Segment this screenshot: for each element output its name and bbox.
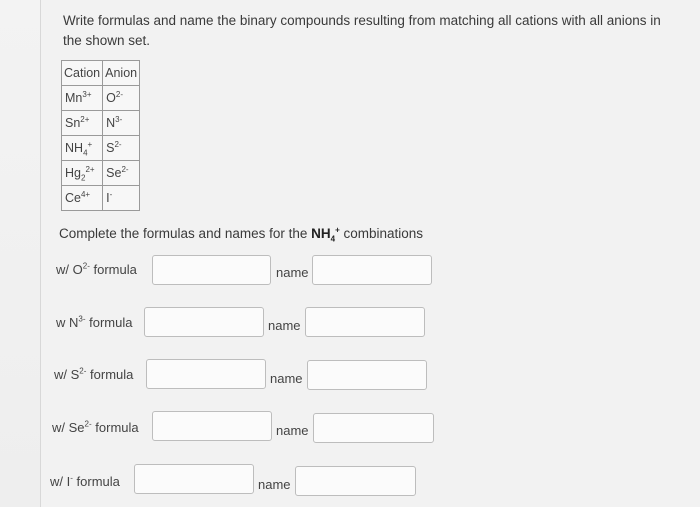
formula-label-oxide: w/ $O^{2-}$ formula — [56, 261, 137, 277]
anion-cell: $Se^{2-}$ — [103, 161, 140, 186]
anion-cell: I- — [103, 186, 140, 211]
formula-label-nitride: w $N^{3-}$ formula — [56, 314, 133, 330]
ion-table — [61, 60, 140, 211]
formula-input-nitride[interactable] — [144, 307, 264, 337]
formula-input-oxide[interactable] — [152, 255, 271, 285]
name-label-selenide: name — [276, 423, 309, 438]
name-label-sulfide: name — [270, 371, 303, 386]
cation-header: Cation — [62, 61, 103, 86]
anion-cell: $S^{2-}$ — [103, 136, 140, 161]
ion-table-header — [62, 61, 140, 86]
anion-cell: $O^{2-}$ — [103, 86, 140, 111]
formula-label-iodide: w/ I- formula — [50, 473, 120, 489]
name-label-iodide: name — [258, 477, 291, 492]
name-input-oxide[interactable] — [312, 255, 432, 285]
table-row — [62, 86, 140, 111]
name-input-iodide[interactable] — [295, 466, 416, 496]
table-row — [62, 111, 140, 136]
formula-input-selenide[interactable] — [152, 411, 272, 441]
cation-cell: $Mn^{3+}$ — [62, 86, 103, 111]
anion-cell: $N^{3-}$ — [103, 111, 140, 136]
cation-cell: $Sn^{2+}$ — [62, 111, 103, 136]
formula-label-sulfide: w/ $S^{2-}$ formula — [54, 366, 134, 382]
question-prompt: Write formulas and name the binary compounds resulting from matching all cations with all anions in the shown set. — [63, 13, 661, 48]
cation-cell: $Hg_2^{2+}$ — [62, 161, 103, 186]
formula-input-sulfide[interactable] — [146, 359, 266, 389]
table-row — [62, 186, 140, 211]
name-label-nitride: name — [268, 318, 301, 333]
cation-cell: $Ce^{4+}$ — [62, 186, 103, 211]
name-input-selenide[interactable] — [313, 413, 434, 443]
anion-header: Anion — [103, 61, 140, 86]
name-input-sulfide[interactable] — [307, 360, 427, 390]
cation-cell: $NH_4^+$ — [62, 136, 103, 161]
section-instruction: Complete the formulas and names for the $NH_4^+$ combinations — [59, 225, 424, 244]
table-row — [62, 161, 140, 186]
formula-input-iodide[interactable] — [134, 464, 254, 494]
name-label-oxide: name — [276, 265, 309, 280]
formula-label-selenide: w/ $Se^{2-}$ formula — [52, 419, 139, 435]
name-input-nitride[interactable] — [305, 307, 425, 337]
table-row — [62, 136, 140, 161]
